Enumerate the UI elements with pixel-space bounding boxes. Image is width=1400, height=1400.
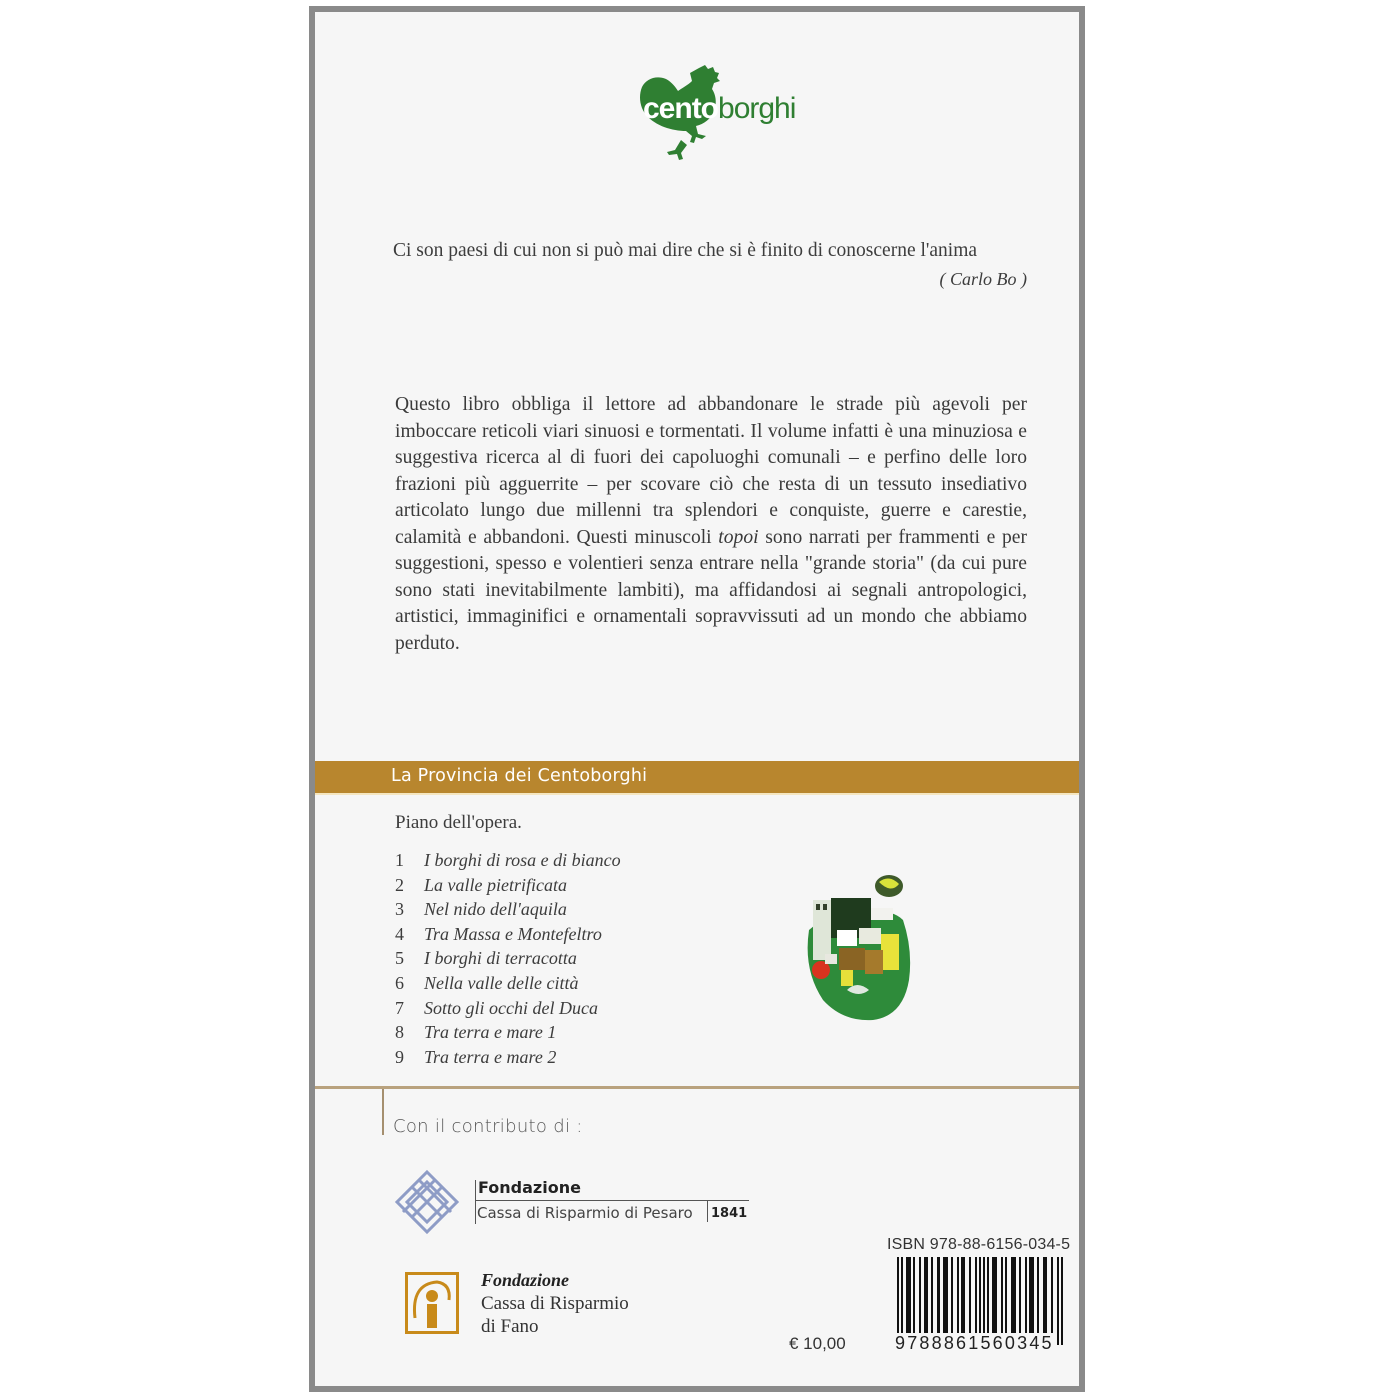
- fano-foundation-icon: [405, 1272, 459, 1334]
- plan-title: Piano dell'opera.: [395, 812, 522, 833]
- village-painting-illustration: [797, 870, 915, 1030]
- list-item: 3 Nel nido dell'aquila: [395, 899, 567, 920]
- ean-digits: 9788861560345: [895, 1333, 1054, 1353]
- series-band: [315, 761, 1079, 795]
- plan-list: [395, 848, 621, 1069]
- epigraph-quote: Ci son paesi di cui non si può mai dire che si è finito di conoscerne l'anima: [393, 240, 978, 261]
- list-item: 7 Sotto gli occhi del Duca: [395, 997, 598, 1018]
- fano-foundation-name: Fondazione: [481, 1270, 570, 1290]
- celtic-knot-icon: [391, 1168, 463, 1238]
- list-item: 6 Nella valle delle città: [395, 972, 579, 993]
- divider-vertical: [475, 1180, 476, 1224]
- list-item: 4 Tra Massa e Montefeltro: [395, 923, 602, 944]
- pesaro-foundation-year: 1841: [711, 1206, 748, 1221]
- list-item: 2 La valle pietrificata: [395, 874, 567, 895]
- book-back-cover: [309, 6, 1085, 1392]
- price-label: € 10,00: [789, 1334, 846, 1353]
- divider-vertical: [382, 1089, 384, 1135]
- barcode: [897, 1257, 1067, 1345]
- pesaro-foundation-subtitle: Cassa di Risparmio di Pesaro: [477, 1204, 693, 1222]
- isbn-label: ISBN 978-88-6156-034-5: [887, 1236, 1071, 1253]
- divider-vertical: [707, 1200, 708, 1222]
- contribution-label: Con il contributo di :: [393, 1116, 583, 1137]
- list-item: 8 Tra terra e mare 1: [395, 1022, 557, 1043]
- fano-foundation-subtitle: Cassa di Risparmio di Fano: [481, 1293, 629, 1337]
- sponsor-fano: [405, 1270, 705, 1350]
- centoborghi-logo: [637, 64, 796, 168]
- divider: [315, 1086, 1079, 1089]
- book-description: Questo libro obbliga il lettore ad abbandonare le strade più agevoli per imboccare reticoli viari sinuosi e tormentati. Il volume infatti è una minuziosa e suggestiva ricerca al di fuori dei capoluoghi comunali – e perfino delle loro frazioni più agguerrite – per scovare ciò che resta di un tessuto insediativo articolato lungo due millenni tra splendori e conquiste, guerre e carestie, calamità e abbandoni. Questi minuscoli topoi sono narrati per frammenti e per suggestioni, spesso e volentieri senza entrare nella "grande storia" (da cui pure sono stati inevitabilmente lambiti), ma affidandosi ai segnali antropologici, artistici, immaginifici e ornamentali sopravvissuti ad un mondo che abbiamo perduto.: [395, 394, 1027, 654]
- list-item: 5 I borghi di terracotta: [395, 948, 577, 969]
- list-item: 9 Tra terra e mare 2: [395, 1046, 557, 1067]
- logo-wordmark: centoborghi: [643, 92, 796, 125]
- sponsor-pesaro: [391, 1168, 771, 1238]
- list-item: 1 I borghi di rosa e di bianco: [395, 850, 621, 870]
- epigraph-author: ( Carlo Bo ): [939, 269, 1027, 289]
- series-title: La Provincia dei Centoborghi: [391, 766, 648, 786]
- pesaro-foundation-name: Fondazione: [478, 1178, 581, 1197]
